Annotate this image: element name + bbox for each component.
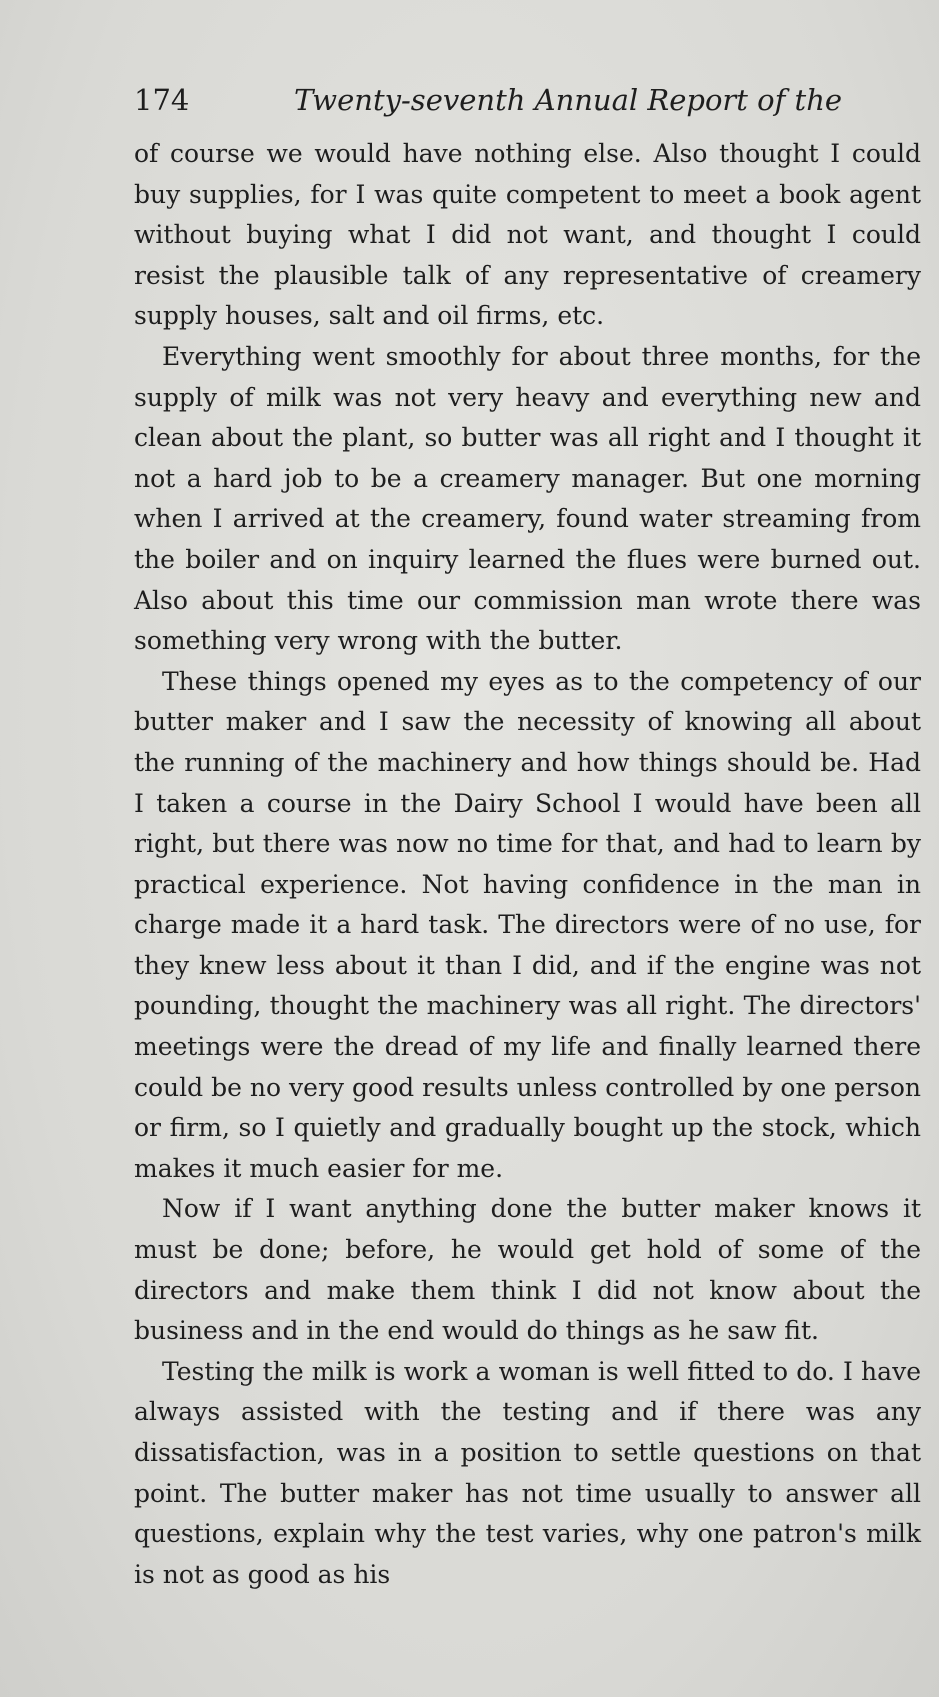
body-text <box>134 134 921 1595</box>
paragraph-continued: of course we would have nothing else. Also thought I could buy supplies, for I was quite competent to meet a book agent without buying what I did not want, and thought I could resist the plausible talk of any representative of creamery supply houses, salt and oil firms, etc. <box>134 139 921 331</box>
paragraph-smooth-start: Everything went smoothly for about three months, for the supply of milk was not very heavy and everything new and clean about the plant, so butter was all right and I thought it not a hard job to be a creamery manager. But one morning when I arrived at the creamery, found water streaming from the boiler and on inquiry learned the flues were burned out. Also about this time our commission man wrote there was something very wrong with the butter. <box>134 341 921 656</box>
paragraph-butter-maker: Now if I want anything done the butter maker knows it must be done; before, he would get hold of some of the directors and make them think I did not know about the business and in the end would do things as he saw fit. <box>134 1194 921 1346</box>
running-head <box>134 80 921 130</box>
paragraph-competency: These things opened my eyes as to the competency of our butter maker and I saw the necessity of knowing all about the running of the machinery and how things should be. Had I taken a course in the Dairy School I would have been all right, but there was now no time for that, and had to learn by practical experience. Not having confidence in the man in charge made it a hard task. The directors were of no use, for they knew less about it than I did, and if the engine was not pounding, thought the machinery was all right. The directors' meetings were the dread of my life and finally learned there could be no very good results unless controlled by one person or firm, so I quietly and gradually bought up the stock, which makes it much easier for me. <box>134 666 921 1183</box>
running-title: Twenty-seventh Annual Report of the <box>294 83 843 117</box>
paragraph-testing-milk: Testing the milk is work a woman is well fitted to do. I have always assisted with the testing and if there was any dissatisfaction, was in a position to settle questions on that point. The butter maker has not time usually to answer all questions, explain why the test varies, why one patron's milk is not as good as his <box>134 1356 921 1589</box>
page-number: 174 <box>134 83 190 117</box>
